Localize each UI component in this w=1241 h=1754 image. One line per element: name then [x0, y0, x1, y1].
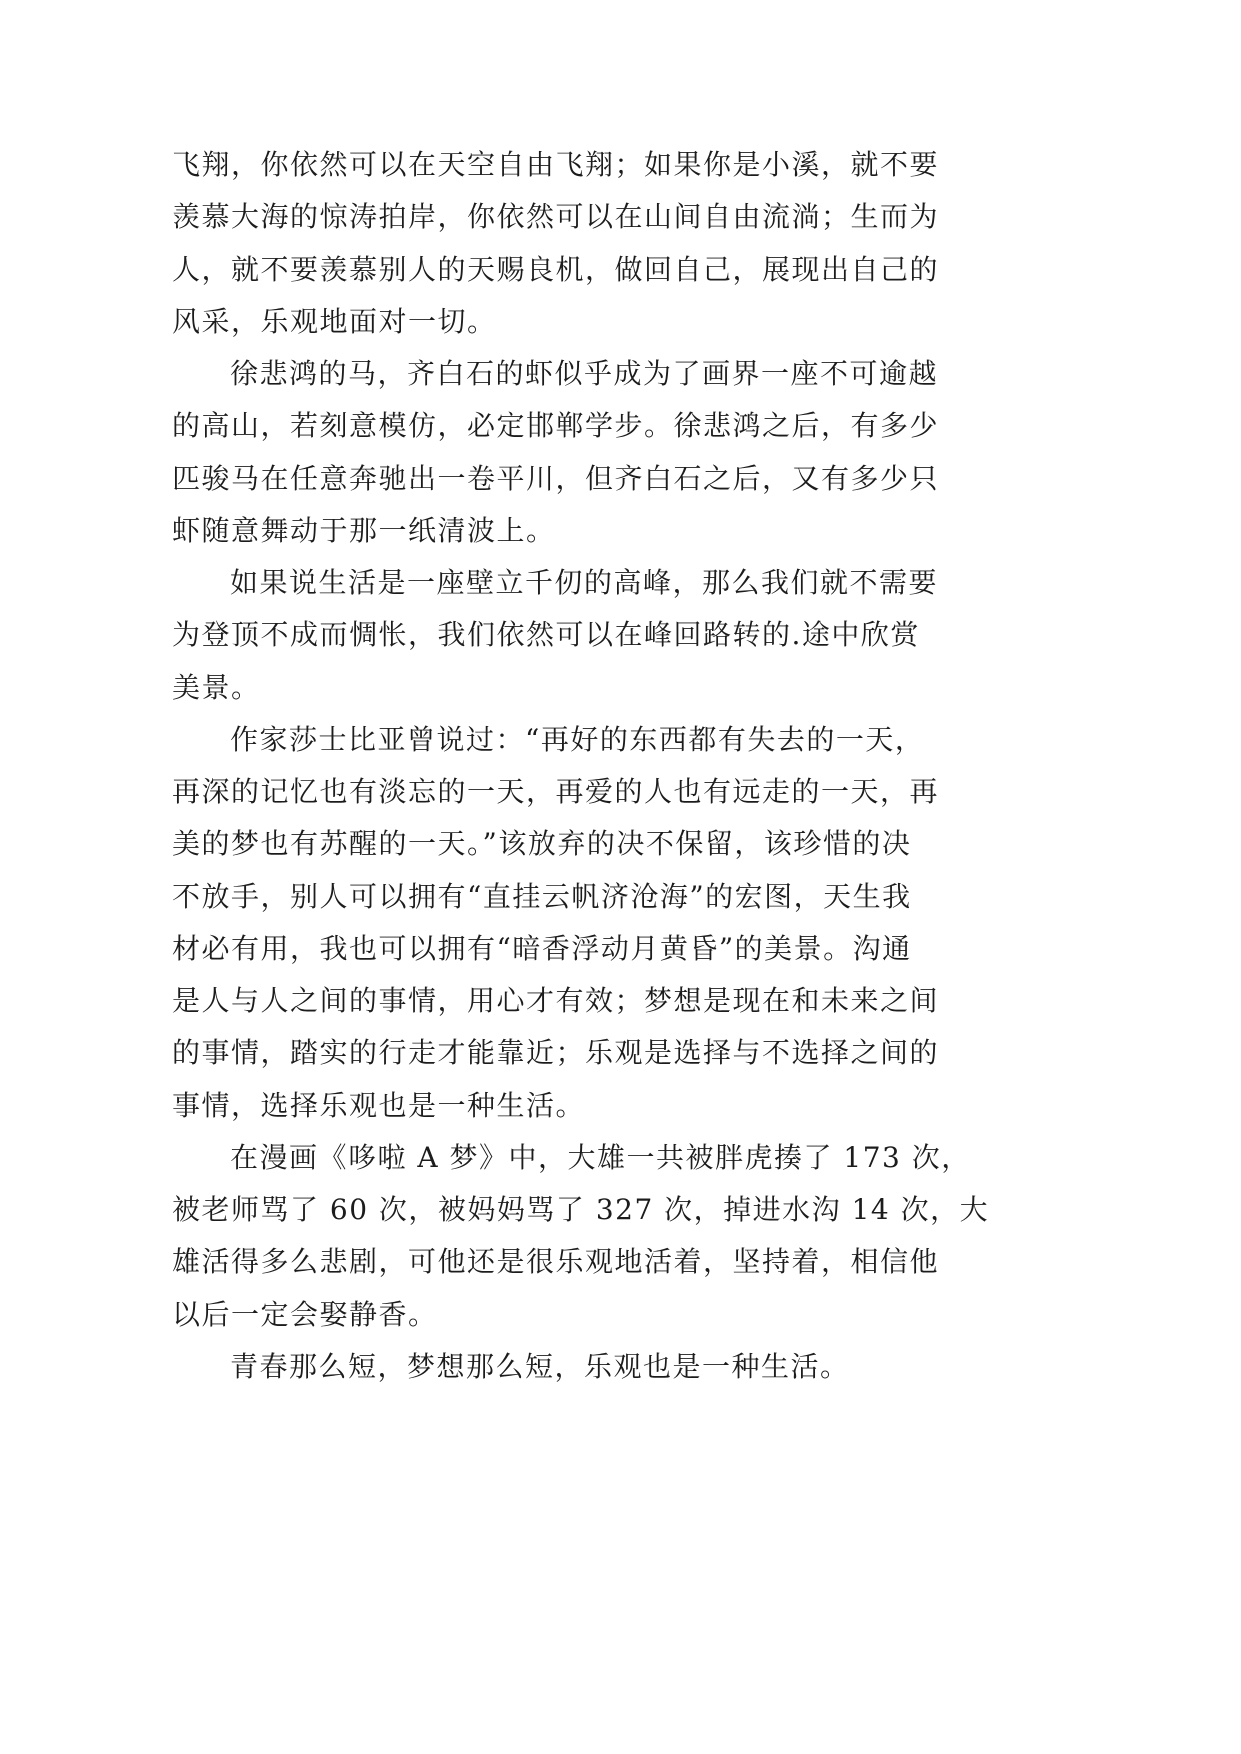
text-line: 人，就不要羡慕别人的天赐良机，做回自己，展现出自己的 [172, 252, 940, 286]
text-line: 以后一定会娶静香。 [172, 1297, 438, 1331]
paragraph-4 [172, 714, 972, 1132]
paragraph-1 [172, 139, 972, 348]
text-line: 在漫画《哆啦 A 梦》中，大雄一共被胖虎揍了 173 次， [230, 1140, 971, 1174]
text-line: 匹骏马在任意奔驰出一卷平川，但齐白石之后，又有多少只 [172, 461, 940, 495]
text-line: 美的梦也有苏醒的一天。”该放弃的决不保留，该珍惜的决 [172, 827, 912, 861]
text-line: 美景。 [172, 670, 261, 704]
text-line: 青春那么短，梦想那么短，乐观也是一种生活。 [230, 1349, 850, 1383]
text-line: 的高山，若刻意模仿，必定邯郸学步。徐悲鸿之后，有多少 [172, 409, 940, 443]
paragraph-6 [172, 1341, 972, 1393]
text-line: 的事情，踏实的行走才能靠近；乐观是选择与不选择之间的 [172, 1036, 940, 1070]
paragraph-5 [172, 1132, 990, 1341]
text-line: 是人与人之间的事情，用心才有效；梦想是现在和未来之间 [172, 984, 940, 1017]
paragraph-3 [172, 557, 972, 714]
text-line: 如果说生活是一座壁立千仞的高峰，那么我们就不需要 [230, 566, 939, 599]
text-line: 徐悲鸿的马，齐白石的虾似乎成为了画界一座不可逾越 [230, 357, 939, 390]
text-line: 被老师骂了 60 次，被妈妈骂了 327 次，掉进水沟 14 次，大 [172, 1193, 990, 1226]
paragraph-2 [172, 348, 972, 557]
text-line: 飞翔，你依然可以在天空自由飞翔；如果你是小溪，就不要 [172, 148, 940, 181]
text-line: 事情，选择乐观也是一种生活。 [172, 1088, 586, 1122]
text-line: 风采，乐观地面对一切。 [172, 304, 497, 338]
text-line: 不放手，别人可以拥有“直挂云帆济沧海”的宏图，天生我 [172, 879, 912, 913]
body-text [172, 139, 990, 1393]
text-line: 雄活得多么悲剧，可他还是很乐观地活着，坚持着，相信他 [172, 1245, 940, 1279]
text-line: 羡慕大海的惊涛拍岸，你依然可以在山间自由流淌；生而为 [172, 200, 940, 234]
text-line: 为登顶不成而惆怅，我们依然可以在峰回路转的.途中欣赏 [172, 618, 920, 652]
text-line: 再深的记忆也有淡忘的一天，再爱的人也有远走的一天，再 [172, 775, 940, 808]
text-line: 虾随意舞动于那一纸清波上。 [172, 513, 556, 547]
text-line: 作家莎士比亚曾说过：“再好的东西都有失去的一天， [230, 722, 925, 756]
text-line: 材必有用，我也可以拥有“暗香浮动月黄昏”的美景。沟通 [172, 931, 912, 965]
